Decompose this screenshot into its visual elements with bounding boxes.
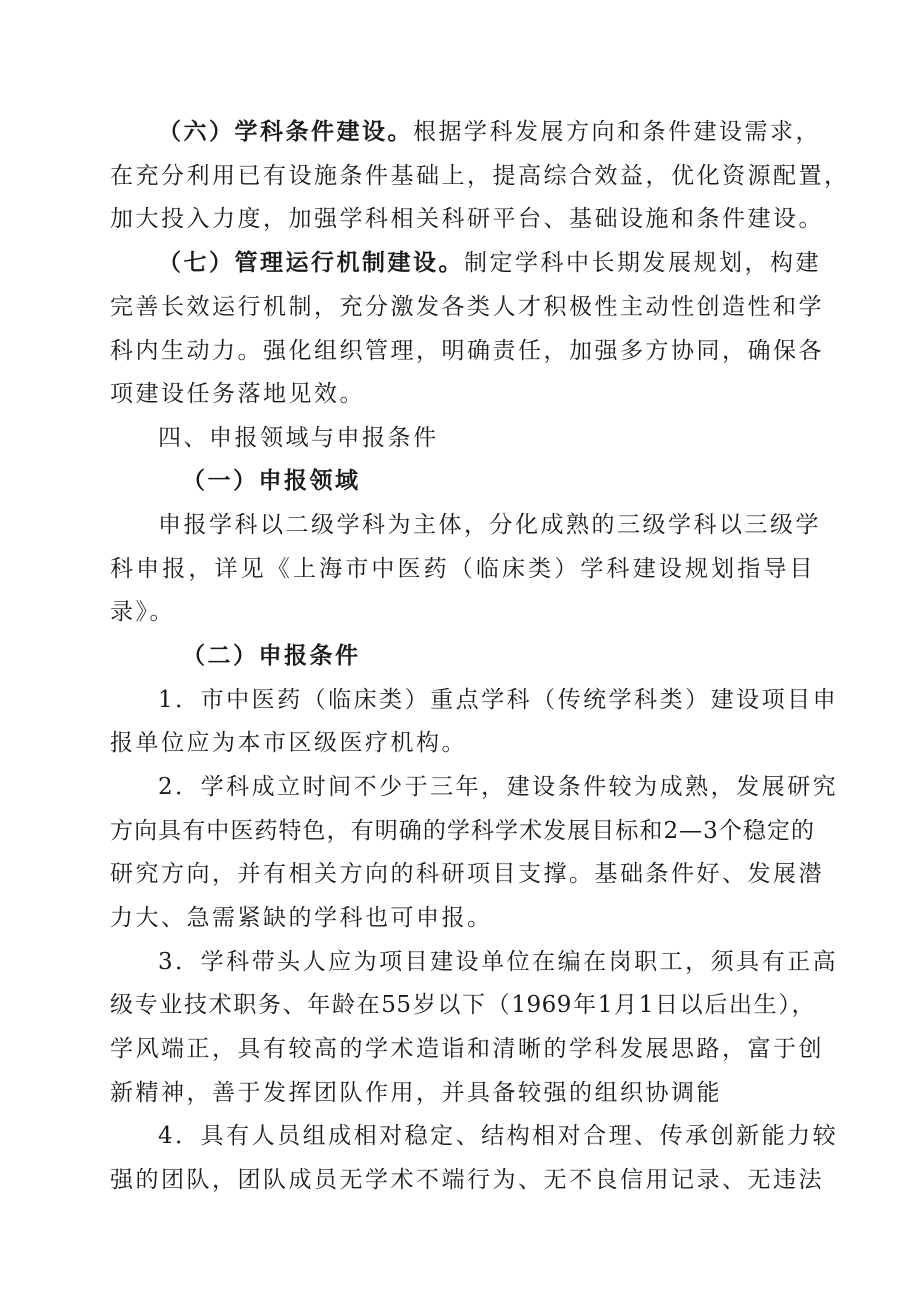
sec7-heading: （七）管理运行机制建设。 xyxy=(158,250,464,276)
item2-line3: 研究方向，并有相关方向的科研项目支撑。基础条件好、发展潜 xyxy=(110,861,824,887)
item2-line1: 2．学科成立时间不少于三年，建设条件较为成熟，发展研究 xyxy=(158,774,839,800)
part4-title: 四、申报领域与申报条件 xyxy=(158,425,439,451)
sub1-line3: 录》。 xyxy=(110,599,175,625)
sec6-line2: 在充分利用已有设施条件基础上，提高综合效益，优化资源配置， xyxy=(110,163,850,189)
sec7-line1 xyxy=(158,248,821,278)
item1-line2: 报单位应为本市区级医疗机构。 xyxy=(110,730,467,756)
item2-line4: 力大、急需紧缺的学科也可申报。 xyxy=(110,905,493,931)
item3-line1: 3．学科带头人应为项目建设单位在编在岗职工，须具有正高 xyxy=(158,949,839,975)
sub1-line2: 科申报，详见《上海市中医药（临床类）学科建设规划指导目 xyxy=(110,556,815,582)
item2-line2: 方向具有中医药特色，有明确的学科学术发展目标和2—3个稳定的 xyxy=(110,818,815,844)
sec7-line1-text: 制定学科中长期发展规划，构建 xyxy=(464,250,821,276)
sec6-heading: （六）学科条件建设。 xyxy=(158,119,413,145)
sub1-line1: 申报学科以二级学科为主体，分化成熟的三级学科以三级学 xyxy=(158,512,821,538)
sec6-line3: 加大投入力度，加强学科相关科研平台、基础设施和条件建设。 xyxy=(110,206,824,232)
item3-line2: 级专业技术职务、年龄在55岁以下（1969年1月1日以后出生）， xyxy=(110,992,815,1018)
item3-line4: 新精神，善于发挥团队作用，并具备较强的组织协调能 xyxy=(110,1080,722,1106)
sub2-heading: （二）申报条件 xyxy=(182,643,361,669)
sec7-line4: 项建设任务落地见效。 xyxy=(110,381,365,407)
sec6-line1 xyxy=(158,117,821,147)
item4-line1: 4．具有人员组成相对稳定、结构相对合理、传承创新能力较 xyxy=(158,1123,839,1149)
sec7-line2: 完善长效运行机制，充分激发各类人才积极性主动性创造性和学 xyxy=(110,294,824,320)
item4-line2: 强的团队，团队成员无学术不端行为、无不良信用记录、无违法 xyxy=(110,1167,824,1193)
sub1-heading: （一）申报领域 xyxy=(182,468,361,494)
sec7-line3: 科内生动力。强化组织管理，明确责任，加强多方协同，确保各 xyxy=(110,338,824,364)
sec6-line1-text: 根据学科发展方向和条件建设需求， xyxy=(413,119,821,145)
item1-line1: 1．市中医药（临床类）重点学科（传统学科类）建设项目申 xyxy=(158,687,839,713)
item3-line3: 学风端正，具有较高的学术造诣和清晰的学科发展思路，富于创 xyxy=(110,1036,824,1062)
